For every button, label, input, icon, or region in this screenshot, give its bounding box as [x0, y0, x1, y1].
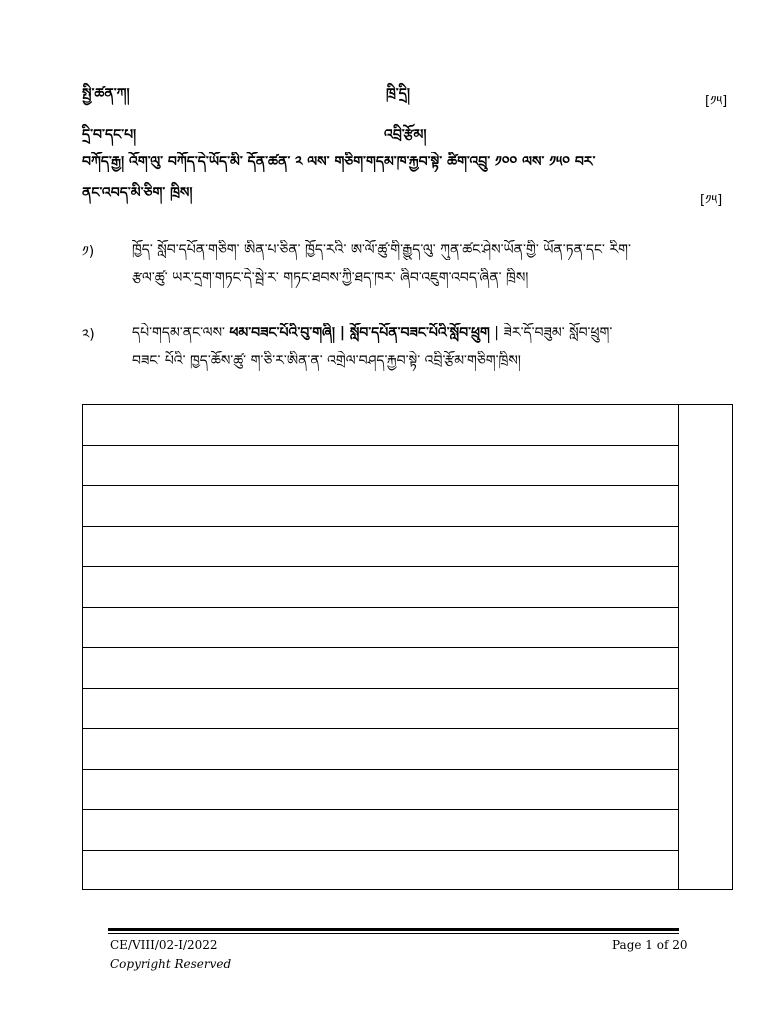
- answer-line[interactable]: [83, 446, 678, 487]
- page-number: Page 1 of 20: [612, 938, 688, 952]
- answer-line[interactable]: [83, 648, 678, 689]
- question-type: འབྲི་རྩོམ།: [384, 127, 427, 143]
- question-label: དྲི་བ་དང་པ།: [82, 127, 137, 143]
- footer-rule-thin: [108, 933, 679, 934]
- answer-line[interactable]: [83, 567, 678, 608]
- answer-line[interactable]: [83, 689, 678, 730]
- answer-line[interactable]: [83, 405, 678, 446]
- answer-line[interactable]: [83, 608, 678, 649]
- question-2-line-1: [132, 323, 732, 343]
- copyright-notice: Copyright Reserved: [110, 957, 232, 971]
- question-2-intro: དཔེ་གདམ་ནང་ལས་: [132, 325, 225, 341]
- answer-line[interactable]: [83, 810, 678, 851]
- answer-line[interactable]: [83, 486, 678, 527]
- section-label: སྤྱི་ཚན་ཀ།: [82, 86, 130, 102]
- question-1-number: ༡): [82, 244, 95, 260]
- answer-line[interactable]: [83, 851, 678, 892]
- paper-title: ཁྲི་དྲི།: [386, 86, 410, 102]
- question-1-line-2: རྩལ་ཚུ་ ཡར་དྲག་གཏང་དེ་སྦེ་ར་ གཏང་ཐབས་ཀྱི་ཐད་ཁར་ ཞིབ་འཇུག་འབད་ཞིན་ ཁྲིས།: [132, 270, 529, 286]
- answer-rows: [83, 405, 678, 889]
- section-marks: [༡༥]: [705, 94, 728, 109]
- question-1-line-1: ཁྱོད་ སློབ་དཔོན་གཅིག་ ཨིན་པ་ཅིན་ ཁྱོད་རའི་ ཨ་ལོ་ཚུ་གི་རྒྱུད་ལུ་ ཀུན་ཚང་ཤེས་ཡོན་གྱི་ ཡོན་ཏན་དང་ རིག་: [132, 242, 631, 258]
- question-2-continuation: | ཟེར་དོ་བཟུམ་ སློབ་ཕྲུག་: [494, 325, 613, 341]
- question-2-proverb: ཕམ་བཟང་པོའི་བུ་གཞི། | སློབ་དཔོན་བཟང་པོའི་སློབ་ཕྲུག: [229, 325, 490, 341]
- answer-line[interactable]: [83, 770, 678, 811]
- instruction-line-2: ནང་འབད་མི་ཅིག་ ཁྲིས།: [82, 185, 193, 201]
- marks-margin-column: [678, 405, 732, 889]
- paper-code: CE/VIII/02-I/2022: [110, 938, 218, 952]
- answer-line[interactable]: [83, 729, 678, 770]
- question-2-number: ༢): [82, 327, 95, 343]
- answer-table[interactable]: [82, 404, 733, 890]
- instruction-line-1: བཀོད་རྒྱ། འོག་ལུ་ བཀོད་དེ་ཡོད་མི་ དོན་ཚན་ ༢ ལས་ གཅིག་གདམ་ཁ་རྐྱབ་སྟེ་ ཚིག་འབྲུ་ ༡༠༠ ལས་ ༡༥༠ བར་: [82, 154, 596, 170]
- instruction-marks: [༡༥]: [700, 193, 723, 208]
- footer-rule: [108, 928, 679, 931]
- answer-line[interactable]: [83, 527, 678, 568]
- question-2-line-2: བཟང་ པོའི་ ཁྱད་ཆོས་ཚུ་ ག་ཅི་ར་ཨིན་ན་ འགྲེལ་བཤད་རྐྱབ་སྟེ་ འབྲི་རྩོམ་གཅིག་ཁྲིས།: [132, 353, 521, 369]
